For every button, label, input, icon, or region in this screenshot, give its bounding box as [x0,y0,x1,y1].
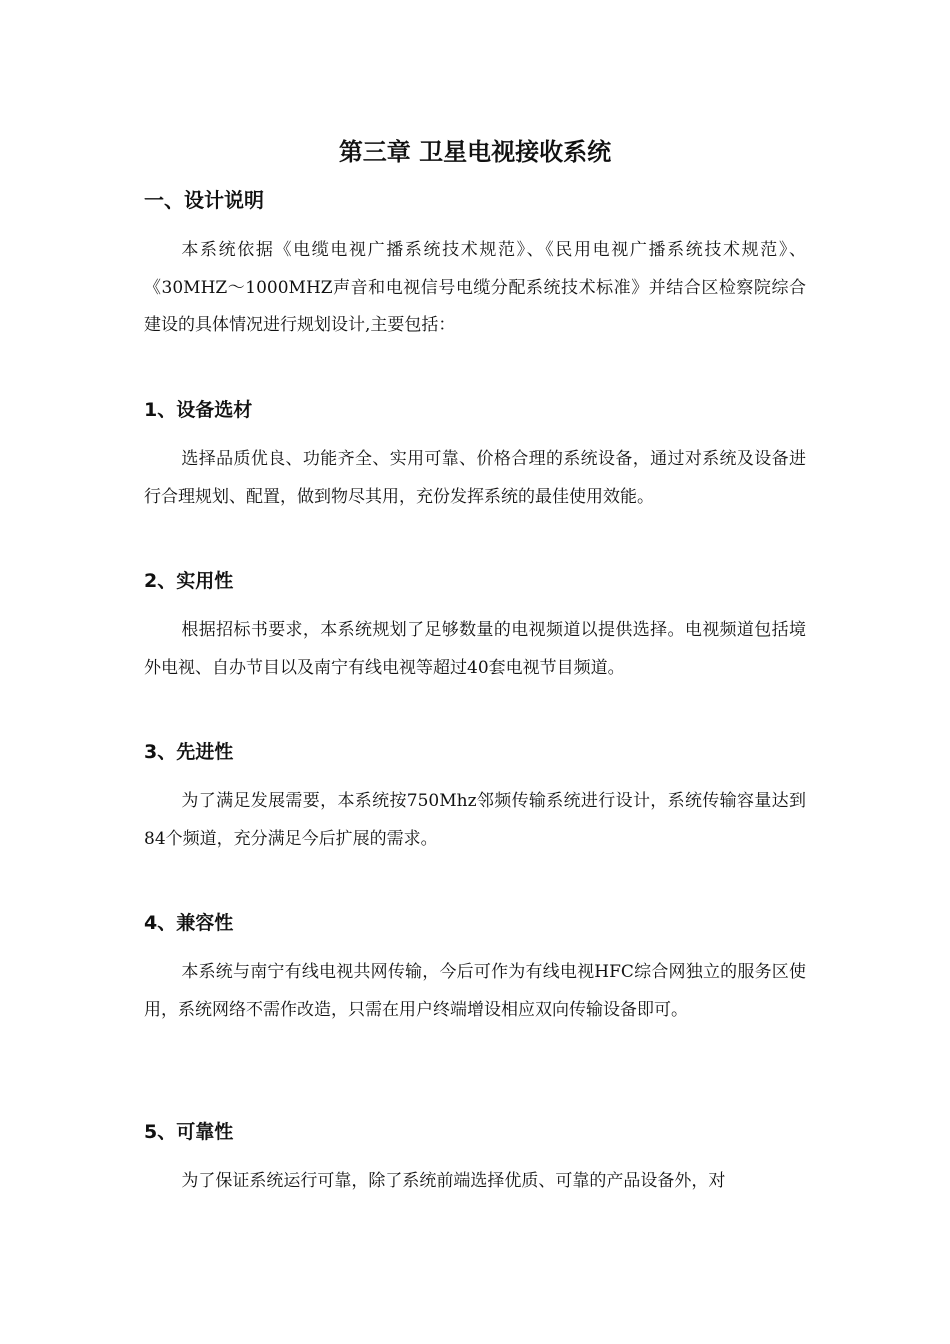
section-title: 一、设计说明 [144,188,264,212]
item-text-advanced: 为了满足发展需要，本系统按750Mhz邻频传输系统进行设计，系统传输容量达到84个频道，充分满足今后扩展的需求。 [144,791,806,849]
item-heading-compatibility: 4、兼容性 [144,912,234,934]
item-text-practicality: 根据招标书要求，本系统规划了足够数量的电视频道以提供选择。电视频道包括境外电视、自办节目以及南宁有线电视等超过40套电视节目频道。 [144,620,806,678]
item-text-compatibility: 本系统与南宁有线电视共网传输，今后可作为有线电视HFC综合网独立的服务区使用，系统网络不需作改造，只需在用户终端增设相应双向传输设备即可。 [144,962,806,1020]
item-heading-practicality: 2、实用性 [144,570,234,592]
item-heading-reliability: 5、可靠性 [144,1121,234,1143]
item-heading-advanced: 3、先进性 [144,741,234,763]
item-text-equipment: 选择品质优良、功能齐全、实用可靠、价格合理的系统设备，通过对系统及设备进行合理规划、配置，做到物尽其用，充份发挥系统的最佳使用效能。 [144,449,806,507]
item-text-reliability: 为了保证系统运行可靠，除了系统前端选择优质、可靠的产品设备外，对 [181,1171,726,1191]
intro-paragraph: 本系统依据《电缆电视广播系统技术规范》、《民用电视广播系统技术规范》、《30MHZ～1000MHZ声音和电视信号电缆分配系统技术标准》并结合区检察院综合建设的具体情况进行规划设计,主要包括： [144,240,806,335]
chapter-title: 第三章 卫星电视接收系统 [338,138,612,166]
item-heading-equipment: 1、设备选材 [144,399,253,421]
